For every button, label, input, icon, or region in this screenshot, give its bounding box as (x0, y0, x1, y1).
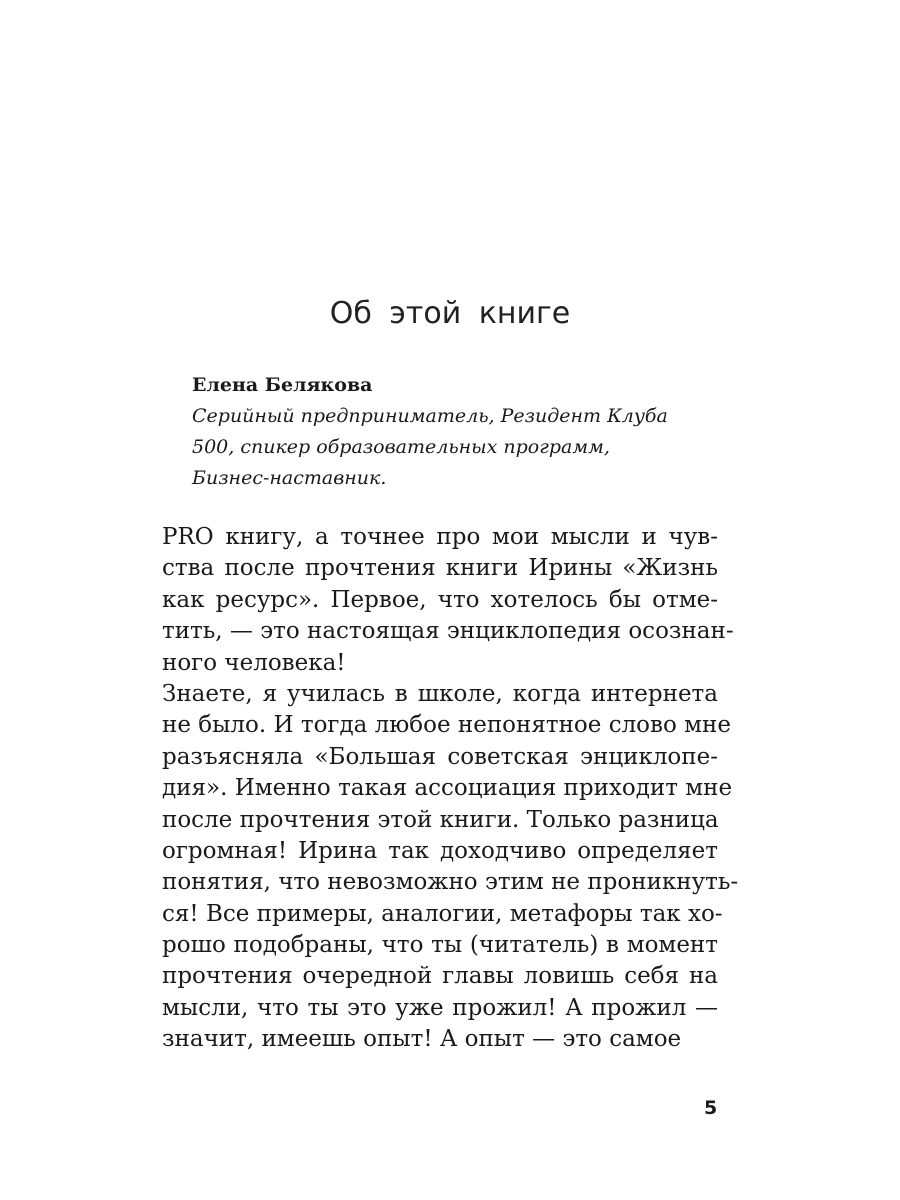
paragraph-line: огромная! Ирина так доходчиво определяет (162, 837, 718, 864)
chapter-title: Об этой книге (329, 296, 571, 331)
paragraph-line: рошо подобраны, что ты (читатель) в момент (162, 932, 718, 959)
paragraph-line: не было. И тогда любое непонятное слово мне (162, 712, 731, 739)
paragraph-line: прочтения очередной главы ловишь себя на (162, 963, 718, 990)
author-role-line: 500, спикер образовательных программ, (192, 436, 610, 458)
paragraph-line: ся! Все примеры, аналогии, метафоры так хо- (162, 900, 723, 927)
paragraph-line: ства после прочтения книги Ирины «Жизнь (162, 555, 718, 582)
body-text (162, 522, 739, 1056)
paragraph-line: тить, — это настоящая энциклопедия осознан- (162, 618, 734, 645)
author-name: Елена Белякова (192, 374, 373, 396)
paragraph-line: после прочтения этой книги. Только разница (162, 806, 719, 833)
paragraph-line: Знаете, я училась в школе, когда интернета (162, 680, 718, 707)
page-number: 5 (704, 1097, 718, 1119)
paragraph-line: понятия, что невозможно этим не проникнуть- (162, 869, 739, 896)
paragraph-line: значит, имеешь опыт! А опыт — это самое (162, 1026, 682, 1053)
paragraph-line: ного человека! (162, 649, 346, 676)
paragraph-line: как ресурс». Первое, что хотелось бы отме- (162, 586, 718, 613)
author-block (192, 370, 712, 494)
paragraph-line: разъясняла «Большая советская энциклопе- (162, 743, 718, 770)
paragraph-line: PRO книгу, а точнее про мои мысли и чув- (162, 524, 718, 550)
paragraph-line: дия». Именно такая ассоциация приходит мне (162, 775, 733, 802)
paragraph-line: мысли, что ты это уже прожил! А прожил — (162, 994, 718, 1021)
author-role-line: Бизнес-наставник. (192, 467, 387, 489)
author-role-line: Серийный предприниматель, Резидент Клуба (192, 405, 668, 427)
